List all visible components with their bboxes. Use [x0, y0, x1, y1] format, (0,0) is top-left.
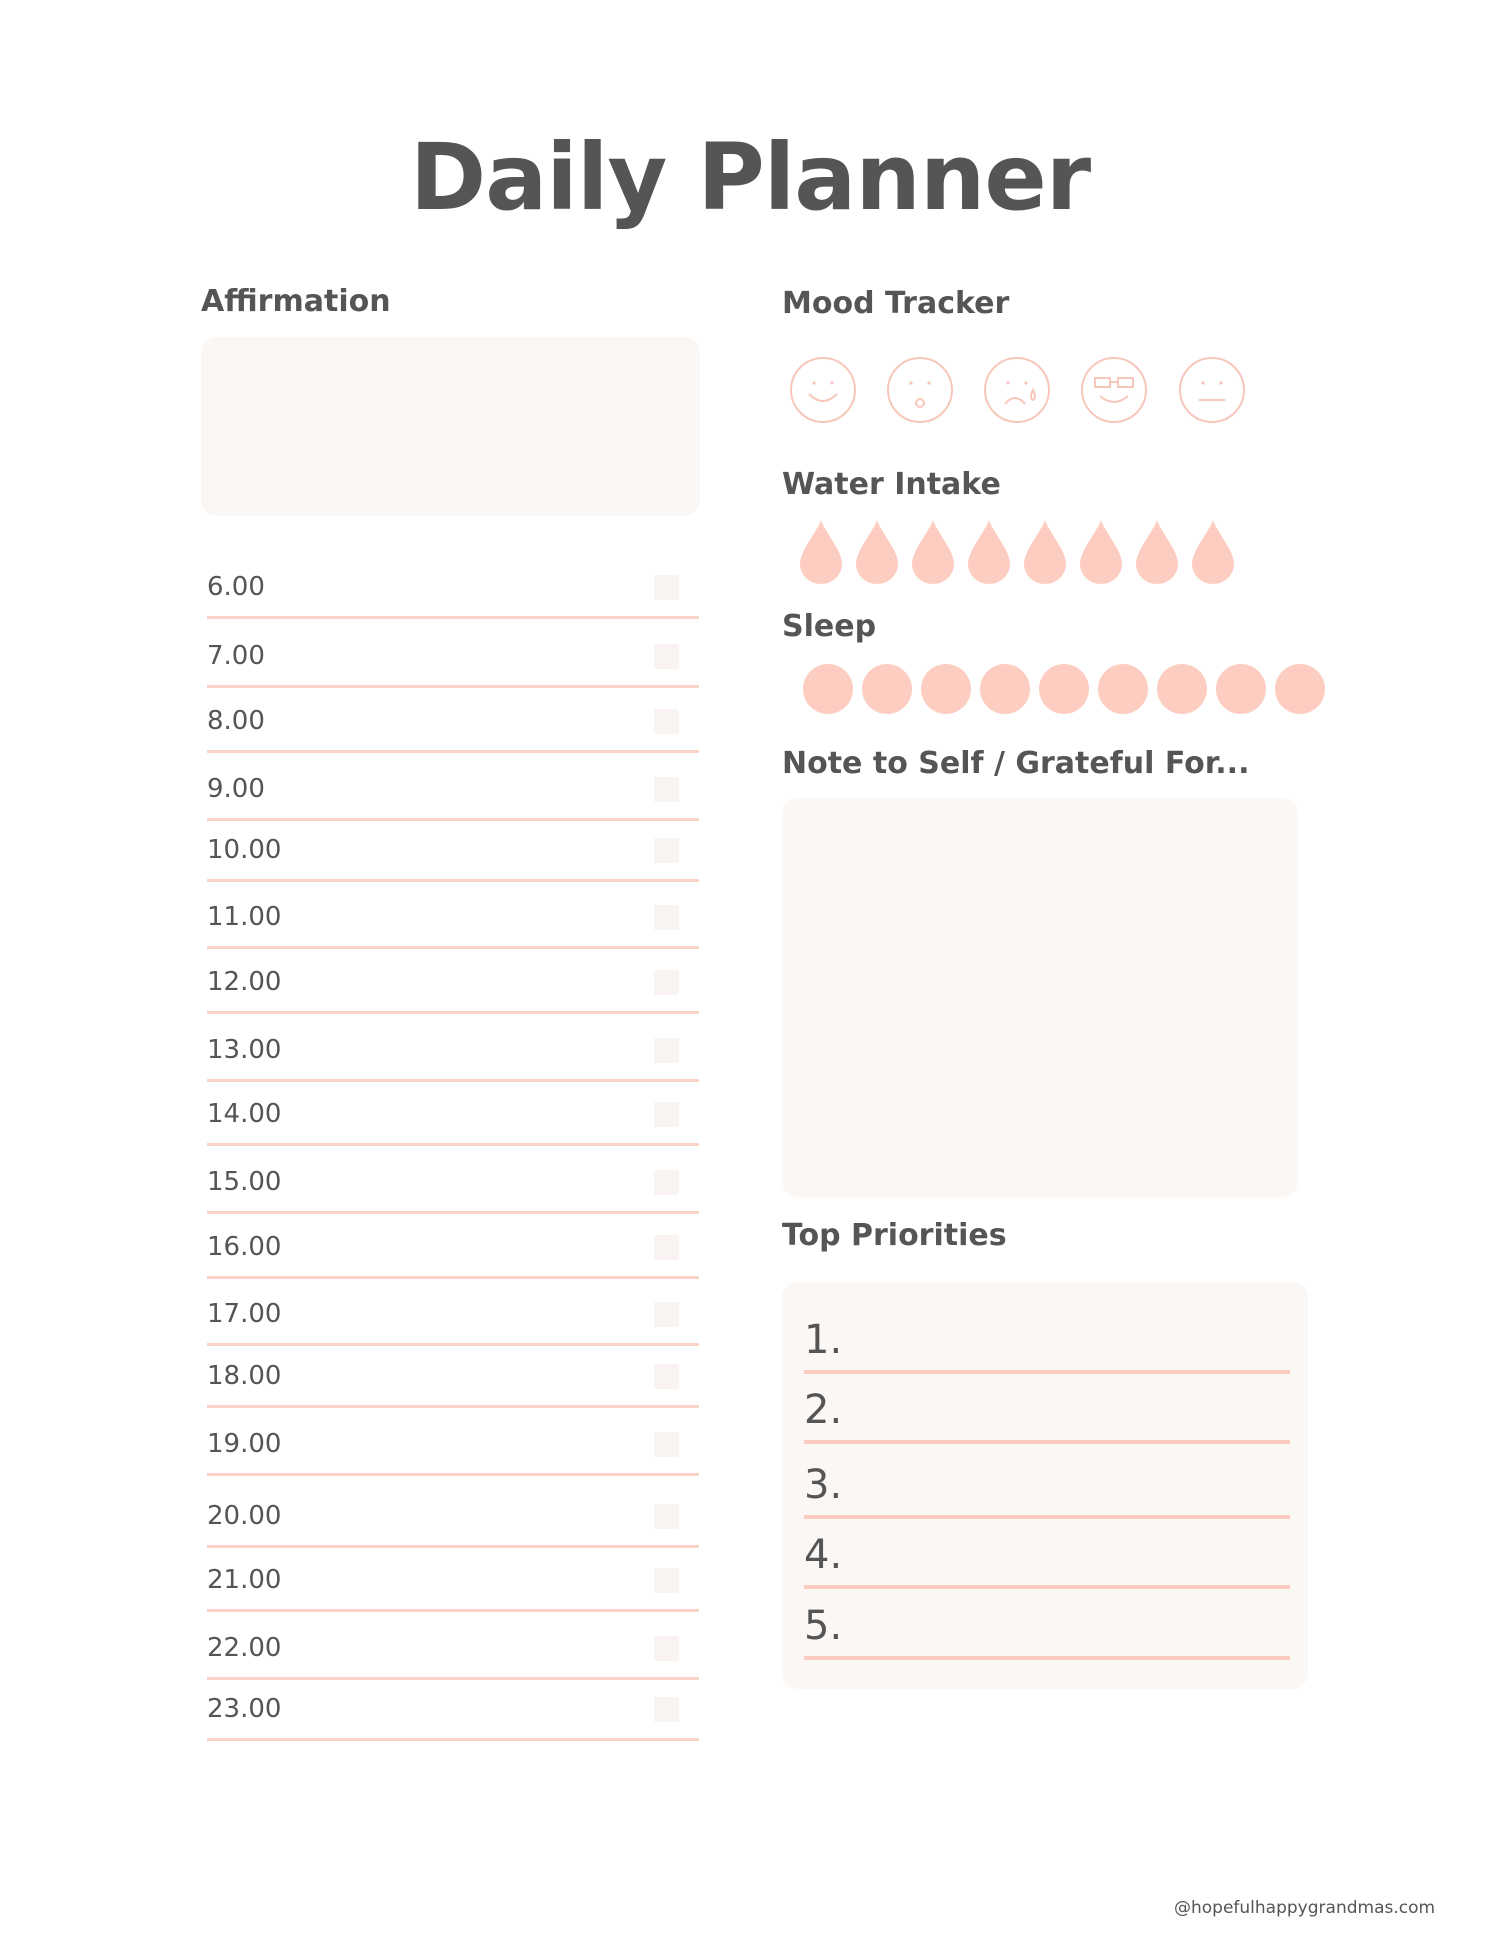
schedule-row[interactable]	[207, 1014, 699, 1082]
water-drop-icon[interactable]	[968, 520, 1010, 584]
hour-label: 20.00	[207, 1501, 282, 1531]
note-heading: Note to Self / Grateful For...	[782, 746, 1250, 781]
hour-checkbox[interactable]	[654, 1432, 679, 1457]
hour-checkbox[interactable]	[654, 838, 679, 863]
hour-checkbox[interactable]	[654, 970, 679, 995]
schedule-row[interactable]	[207, 1548, 699, 1612]
sleep-dot[interactable]	[1039, 664, 1089, 714]
schedule-row[interactable]	[207, 753, 699, 821]
priority-number: 4.	[804, 1532, 843, 1578]
priority-line[interactable]	[804, 1376, 1290, 1444]
water-drop-icon[interactable]	[1024, 520, 1066, 584]
schedule-row[interactable]	[207, 1476, 699, 1548]
note-box[interactable]	[782, 798, 1298, 1197]
hour-checkbox[interactable]	[654, 644, 679, 669]
hour-label: 17.00	[207, 1299, 282, 1329]
hour-checkbox[interactable]	[654, 1364, 679, 1389]
schedule-row[interactable]	[207, 1346, 699, 1408]
schedule-row[interactable]	[207, 821, 699, 882]
hour-label: 7.00	[207, 641, 265, 671]
water-drop-icon[interactable]	[800, 520, 842, 584]
priority-number: 1.	[804, 1317, 843, 1363]
crying-face-icon[interactable]	[983, 356, 1051, 424]
hour-checkbox[interactable]	[654, 1697, 679, 1722]
hour-checkbox[interactable]	[654, 1302, 679, 1327]
priority-number: 5.	[804, 1603, 843, 1649]
schedule-row[interactable]	[207, 882, 699, 949]
hour-label: 21.00	[207, 1565, 282, 1595]
hour-label: 22.00	[207, 1633, 282, 1663]
sleep-dot[interactable]	[921, 664, 971, 714]
priority-number: 2.	[804, 1387, 843, 1433]
schedule-row[interactable]	[207, 688, 699, 753]
priority-line[interactable]	[804, 1306, 1290, 1374]
hour-checkbox[interactable]	[654, 905, 679, 930]
schedule-row[interactable]	[207, 1214, 699, 1279]
schedule-row[interactable]	[207, 619, 699, 688]
water-drop-icon[interactable]	[1192, 520, 1234, 584]
hour-checkbox[interactable]	[654, 777, 679, 802]
hour-checkbox[interactable]	[654, 1170, 679, 1195]
hour-checkbox[interactable]	[654, 1636, 679, 1661]
footer-credit: @hopefulhappygrandmas.com	[1174, 1898, 1436, 1918]
schedule-row[interactable]	[207, 1082, 699, 1146]
hourly-schedule	[207, 560, 699, 1741]
happy-face-icon[interactable]	[789, 356, 857, 424]
priority-number: 3.	[804, 1462, 843, 1508]
sleep-dot[interactable]	[1098, 664, 1148, 714]
schedule-row[interactable]	[207, 949, 699, 1014]
hour-label: 13.00	[207, 1035, 282, 1065]
schedule-row[interactable]	[207, 1279, 699, 1346]
hour-label: 23.00	[207, 1694, 282, 1724]
sleep-dot[interactable]	[1216, 664, 1266, 714]
hour-checkbox[interactable]	[654, 1235, 679, 1260]
sleep-dot[interactable]	[1157, 664, 1207, 714]
mood-tracker	[783, 356, 1283, 428]
hour-checkbox[interactable]	[654, 1504, 679, 1529]
schedule-row[interactable]	[207, 1408, 699, 1476]
priorities-box	[782, 1282, 1308, 1689]
priority-line[interactable]	[804, 1451, 1290, 1519]
priority-line[interactable]	[804, 1592, 1290, 1660]
priorities-heading: Top Priorities	[782, 1218, 1007, 1253]
hour-checkbox[interactable]	[654, 1568, 679, 1593]
hour-label: 6.00	[207, 572, 265, 602]
hour-label: 15.00	[207, 1167, 282, 1197]
schedule-row[interactable]	[207, 1146, 699, 1214]
sleep-dot[interactable]	[980, 664, 1030, 714]
water-drop-icon[interactable]	[1080, 520, 1122, 584]
hour-label: 16.00	[207, 1232, 282, 1262]
affirmation-heading: Affirmation	[201, 284, 391, 319]
neutral-face-icon[interactable]	[1178, 356, 1246, 424]
hour-checkbox[interactable]	[654, 1102, 679, 1127]
hour-label: 19.00	[207, 1429, 282, 1459]
hour-label: 10.00	[207, 835, 282, 865]
page-title: Daily Planner	[409, 124, 1091, 231]
hour-label: 18.00	[207, 1361, 282, 1391]
surprised-face-icon[interactable]	[886, 356, 954, 424]
water-drop-icon[interactable]	[856, 520, 898, 584]
sleep-dot[interactable]	[1275, 664, 1325, 714]
sleep-dot[interactable]	[862, 664, 912, 714]
water-drop-icon[interactable]	[1136, 520, 1178, 584]
water-drop-icon[interactable]	[912, 520, 954, 584]
schedule-row[interactable]	[207, 1680, 699, 1741]
water-intake-heading: Water Intake	[782, 467, 1001, 502]
mood-tracker-heading: Mood Tracker	[782, 286, 1010, 321]
hour-checkbox[interactable]	[654, 1038, 679, 1063]
hour-checkbox[interactable]	[654, 709, 679, 734]
hour-label: 9.00	[207, 774, 265, 804]
glasses-face-icon[interactable]	[1080, 356, 1148, 424]
schedule-row[interactable]	[207, 560, 699, 619]
priority-line[interactable]	[804, 1521, 1290, 1589]
affirmation-box[interactable]	[201, 337, 700, 516]
hour-label: 14.00	[207, 1099, 282, 1129]
sleep-dot[interactable]	[803, 664, 853, 714]
schedule-row[interactable]	[207, 1612, 699, 1680]
hour-label: 12.00	[207, 967, 282, 997]
hour-label: 8.00	[207, 706, 265, 736]
hour-label: 11.00	[207, 902, 282, 932]
hour-checkbox[interactable]	[654, 575, 679, 600]
sleep-heading: Sleep	[782, 609, 877, 644]
